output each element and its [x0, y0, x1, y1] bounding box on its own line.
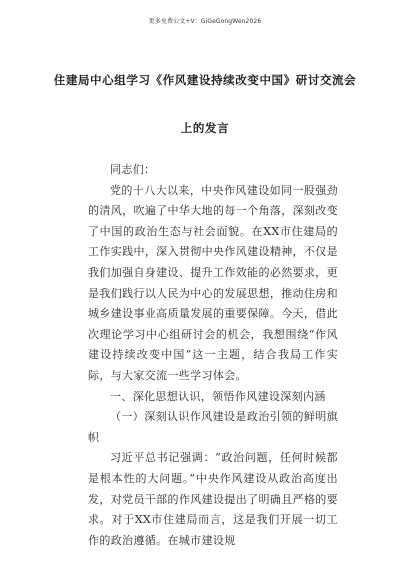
document-title-line2: 上的发言	[180, 121, 230, 135]
salutation: 同志们：	[110, 163, 156, 176]
document-title-line1: 住建局中心组学习《作风建设持续改变中国》研讨交流会	[53, 73, 357, 87]
paragraph-political: 习近平总书记强调：“政治问题，任何时候都是根本性的大问题。”中央作风建设从政治高度出发，对党员干部的作风建设提出了明确且严格的要求。对于XX市住建局而言，这是我们开展一切工作的政治遵循。在城市建设规	[88, 451, 338, 547]
section-heading-1: 一、深化思想认识，领悟作风建设深刻内涵	[110, 389, 326, 403]
subsection-heading-1: （一）深刻认识作风建设是政治引领的鲜明旗帜	[88, 410, 338, 444]
paragraph-intro: 党的十八大以来，中央作风建设如同一股强劲的清风，吹遍了中华大地的每一个角落，深刻改变了中国的政治生态与社会面貌。在XX市住建局的工作实践中，深入贯彻中央作风建设精神，不仅是我们加强自身建设、提升工作效能的必然要求，更是我们践行以人民为中心的发展思想，推动住房和城乡建设事业高质量发展的重要保障。今天，借此次理论学习中心组研讨会的机会，我想围绕“作风建设持续改变中国”这一主题，结合我局工作实际，与大家交流一些学习体会。	[88, 183, 338, 382]
header-note: 更多免费公文+V：GiGeGongWen2026	[148, 18, 262, 25]
document-body	[88, 160, 338, 551]
